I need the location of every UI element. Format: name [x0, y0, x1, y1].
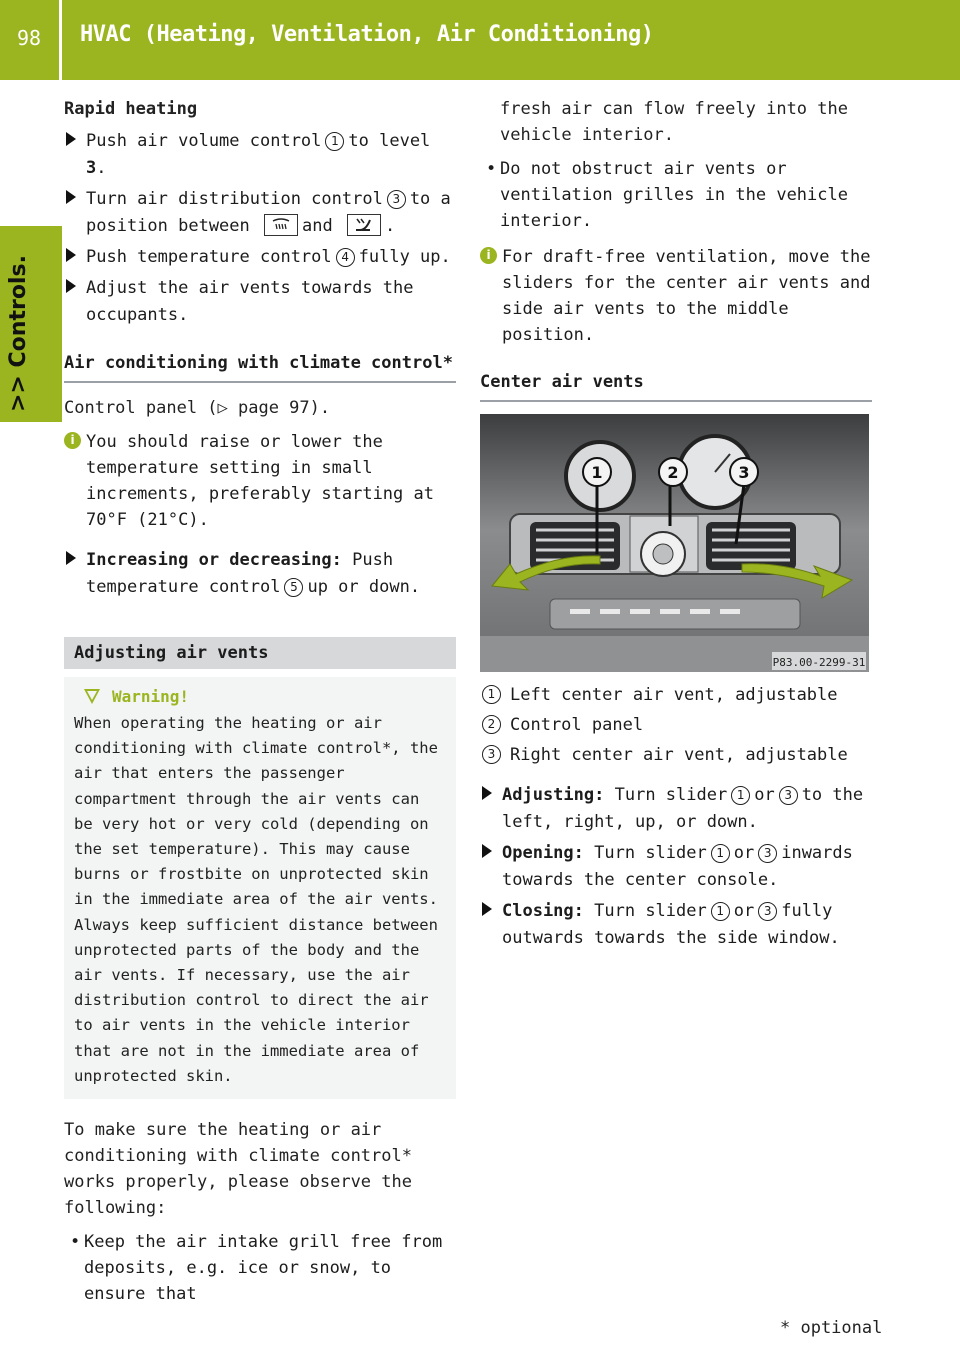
callout-number: 1 — [711, 844, 730, 863]
center-air-vents-photo — [480, 414, 869, 672]
callout-number: 5 — [284, 578, 303, 597]
footwell-vent-icon — [347, 214, 381, 236]
warning-text: When operating the heating or air conditioning with climate control*, the air that enters the passenger compartment through the air vents can be very hot or very cold (depending on the set temperature). This may cause burns or frostbite on unprotected skin in the immediate area of the air vents. Always keep sufficient distance between unprotected parts of the body and the air vents. If necessary, use the air distribution control to direct the air to air vents in the vehicle interior that are not in the immediate area of unprotected skin. — [74, 714, 438, 1085]
proper-operation-text: To make sure the heating or air conditioning with climate control* works properly, please observe the following: — [64, 1120, 412, 1219]
callout-number: 3 — [482, 745, 501, 764]
callout-number: 3 — [758, 844, 777, 863]
info-icon: i — [480, 247, 497, 264]
step-item: Adjust the air vents towards the occupants. — [64, 275, 456, 329]
step-item: Increasing or decreasing: Push temperature control 5 up or down. — [64, 547, 456, 601]
photo-callout-2: 2 — [667, 463, 679, 482]
side-tab-label: >> Controls. — [6, 255, 31, 412]
callout-number: 4 — [336, 248, 355, 267]
right-column — [480, 96, 872, 956]
callout-number: 3 — [758, 902, 777, 921]
photo-callout-1: 1 — [591, 463, 603, 482]
control-panel-reference: Control panel (▷ page 97). — [64, 398, 331, 418]
bullet-dot: • — [70, 1232, 81, 1253]
bullet-continuation: fresh air can flow freely into the vehicle interior. — [500, 99, 848, 145]
footnote-optional: * optional — [780, 1318, 883, 1338]
page-number: 98 — [16, 26, 42, 50]
bullet-dot: • — [486, 159, 497, 179]
callout-number: 2 — [482, 715, 501, 734]
warning-title: Warning! — [74, 685, 446, 709]
bullet-item: • Keep the air intake grill free from deposits, e.g. ice or snow, to ensure that — [64, 1229, 456, 1307]
step-arrow-icon — [482, 841, 492, 868]
step-item: Push temperature control 4 fully up. — [64, 244, 456, 271]
step-item: Opening: Turn slider 1 or 3 inwards towards the center console. — [480, 840, 872, 894]
info-icon: i — [64, 432, 81, 449]
warning-box — [64, 677, 456, 1099]
section-heading-air-conditioning: Air conditioning with climate control* — [64, 351, 456, 383]
info-note: i You should raise or lower the temperature setting in small increments, preferably starting at 70°F (21°C). — [64, 429, 456, 533]
step-arrow-icon — [66, 129, 76, 156]
callout-number: 1 — [325, 132, 344, 151]
step-arrow-icon — [482, 783, 492, 810]
warning-triangle-icon — [84, 689, 100, 704]
callout-number: 1 — [711, 902, 730, 921]
step-arrow-icon — [66, 548, 76, 575]
photo-code: P83.00-2299-31 — [772, 656, 866, 669]
section-heading-adjusting-air-vents: Adjusting air vents — [64, 637, 456, 669]
defrost-vent-icon — [264, 214, 298, 236]
step-item: Push air volume control 1 to level 3. — [64, 128, 456, 182]
step-arrow-icon — [66, 276, 76, 303]
legend-item: 2 Control panel — [480, 710, 872, 740]
legend-item: 3 Right center air vent, adjustable — [480, 740, 872, 770]
step-item: Adjusting: Turn slider 1 or 3 to the left, right, up, or down. — [480, 782, 872, 836]
page-header — [0, 0, 960, 80]
callout-number: 1 — [482, 685, 501, 704]
info-note: i For draft-free ventilation, move the sliders for the center air vents and side air vents to the middle position. — [480, 244, 872, 348]
left-column — [64, 96, 456, 1311]
vent-steps — [480, 782, 872, 952]
page-title: HVAC (Heating, Ventilation, Air Conditioning) — [80, 22, 654, 47]
step-arrow-icon — [66, 245, 76, 272]
rapid-heating-heading: Rapid heating — [64, 99, 198, 119]
step-item: Turn air distribution control 3 to a position between and . — [64, 186, 456, 240]
step-item: Closing: Turn slider 1 or 3 fully outwards towards the side window. — [480, 898, 872, 952]
callout-number: 3 — [387, 190, 406, 209]
section-heading-center-air-vents: Center air vents — [480, 370, 872, 402]
dashboard-illustration — [480, 414, 869, 672]
legend-item: 1 Left center air vent, adjustable — [480, 680, 872, 710]
photo-callout-3: 3 — [738, 463, 750, 482]
legend-list — [480, 680, 872, 770]
step-arrow-icon — [66, 187, 76, 214]
callout-number: 1 — [731, 786, 750, 805]
bullet-item: • Do not obstruct air vents or ventilation grilles in the vehicle interior. — [480, 156, 872, 234]
step-arrow-icon — [482, 899, 492, 926]
callout-number: 3 — [779, 786, 798, 805]
